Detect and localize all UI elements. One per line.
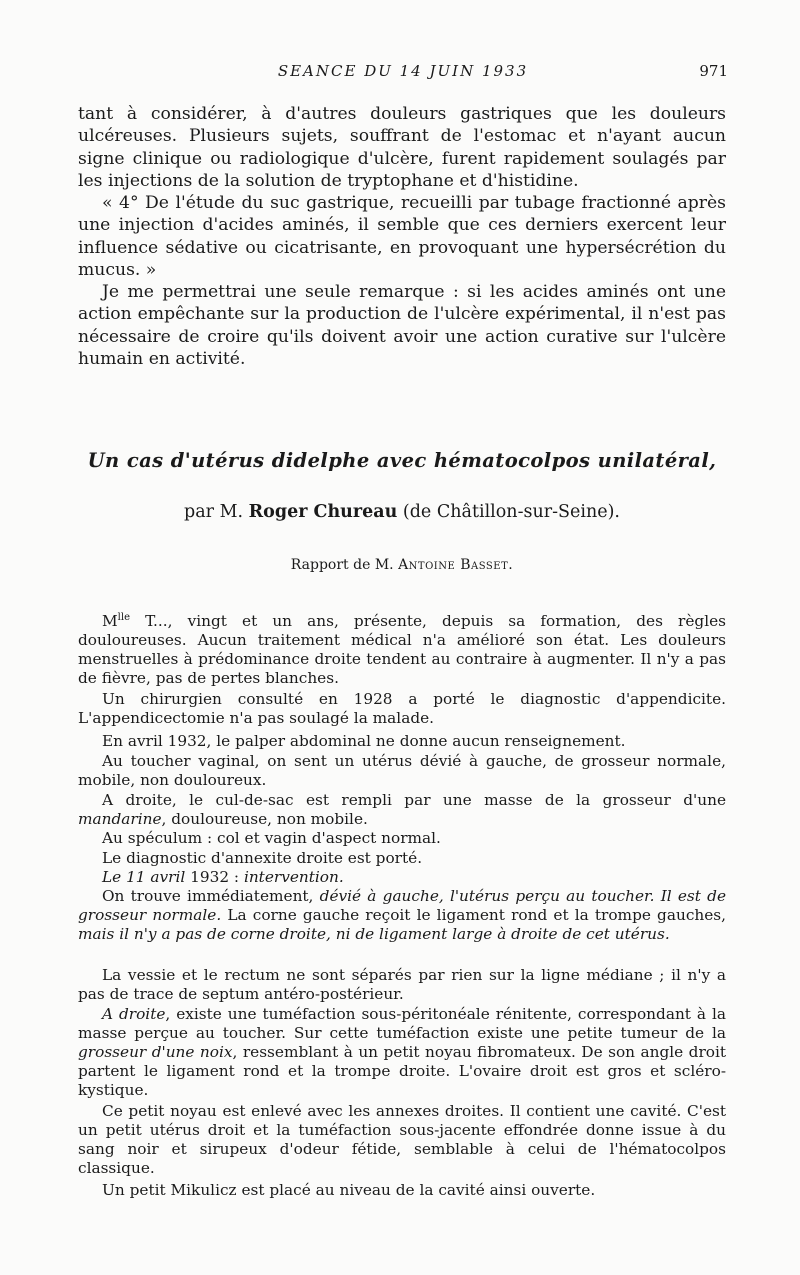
case-paragraph-9-text-b: La corne gauche reçoit le ligament rond et la trompe gauches, [221,905,726,924]
case-paragraph-11-emphasis-1: A droite [102,1005,166,1023]
page-number: 971 [699,62,728,80]
reporter-name: Antoine Basset. [398,557,514,573]
intro-paragraph-3: Je me permettrai une seule remarque : si les acides aminés ont une action empêchante sur la production de l'ulcère expérimental, il n'est pas nécessaire de croire qu'ils doivent avoir une action curative sur l'ulcère humain en activité. [78,282,726,369]
case-paragraph-9-text-a: On trouve immédiatement, [102,887,320,905]
case-paragraph-9-emphasis-1: dévié à gauche, l'utérus perçu au toucher. Il est de grosseur normale. [78,887,726,924]
case-paragraph-5-text-a: A droite, le cul-de-sac est rempli par une masse de la grosseur d'une [102,791,726,809]
author-affiliation: (de Châtillon-sur-Seine). [402,502,620,522]
case-paragraph-5-emphasis: mandarine [78,809,162,828]
case-paragraph-1 [78,609,726,688]
case-paragraph-11-emphasis-2: grosseur d'une noix [78,1042,233,1061]
case-paragraph-10: La vessie et le rectum ne sont séparés par rien sur la ligne médiane ; il n'y a pas de trace de septum antéro-postérieur. [78,966,726,1003]
author-name: Roger Chureau [248,502,398,522]
intro-paragraph-2: « 4° De l'étude du suc gastrique, recueilli par tubage fractionné après une injection d'acides aminés, il semble que ces derniers exercent leur influence sédative ou cicatrisante, en provoquant une hypersécrétion du mucus. » [78,193,726,280]
running-head: SEANCE DU 14 JUIN 1933 [277,62,529,80]
case-paragraph-9 [78,887,726,944]
byline-prefix: par M. [184,502,244,522]
case-paragraph-2: Un chirurgien consulté en 1928 a porté le diagnostic d'appendicite. L'appendicectomie n'a pas soulagé la malade. [78,690,726,727]
case-paragraph-11-text-b: , ressemblant à un petit noyau fibromateux. De son angle droit partent le ligament rond et la trompe droite. L'ovaire droit est gros et scléro-kystique. [78,1042,726,1099]
case-paragraph-4: Au toucher vaginal, on sent un utérus dévié à gauche, de grosseur normale, mobile, non douloureux. [78,752,726,789]
title-mlle: M [102,612,118,631]
case-paragraph-9-emphasis-2: mais il n'y a pas de corne droite, ni de ligament large à droite de cet utérus. [78,924,670,943]
report-line [78,557,726,573]
case-paragraph-8-emphasis-1: Le 11 avril [102,868,186,886]
case-paragraph-8-text: 1932 : [185,868,244,886]
case-paragraph-11 [78,1005,726,1100]
case-paragraph-3: En avril 1932, le palper abdominal ne donne aucun renseignement. [102,732,626,750]
case-paragraph-8 [78,868,726,887]
case-paragraph-11-text-a: , existe une tuméfaction sous-péritonéale rénitente, correspondant à la masse perçue au toucher. Sur cette tuméfaction existe une petite tumeur de la [78,1005,726,1042]
article-title: Un cas d'utérus didelphe avec hématocolpos unilatéral, [87,449,717,472]
report-prefix: Rapport de M. [290,557,394,573]
case-paragraph-7: Le diagnostic d'annexite droite est porté. [102,849,423,867]
article-byline [78,502,726,522]
case-paragraph-5-text-b: , douloureuse, non mobile. [161,809,368,828]
intro-paragraph-1: tant à considérer, à d'autres douleurs gastriques que les douleurs ulcéreuses. Plusieurs sujets, souffrant de l'estomac et n'ayant aucun signe clinique ou radiologique d'ulcère, furent rapidement soulagés par les injections de la solution de tryptophane et d'histidine. [78,104,726,191]
case-paragraph-5 [78,791,726,829]
case-paragraph-1-text: T..., vingt et un ans, présente, depuis sa formation, des règles douloureuses. Aucun traitement médical n'a amélioré son état. Les douleurs menstruelles à prédominance droite tendent au contraire à augmenter. Il n'y a pas de fièvre, pas de pertes blanches. [78,612,726,687]
case-paragraph-12: Ce petit noyau est enlevé avec les annexes droites. Il contient une cavité. C'est un petit utérus droit et la tuméfaction sous-jacente effondrée donne issue à du sang noir et sirupeux d'odeur fétide, semblable à celui de l'hématocolpos classique. [78,1102,726,1177]
case-paragraph-6: Au spéculum : col et vagin d'aspect normal. [102,829,441,847]
page-header [78,62,728,84]
case-paragraph-13: Un petit Mikulicz est placé au niveau de la cavité ainsi ouverte. [102,1181,596,1199]
title-mlle-superscript: lle [117,612,130,623]
case-paragraph-8-emphasis-2: intervention. [243,868,344,886]
